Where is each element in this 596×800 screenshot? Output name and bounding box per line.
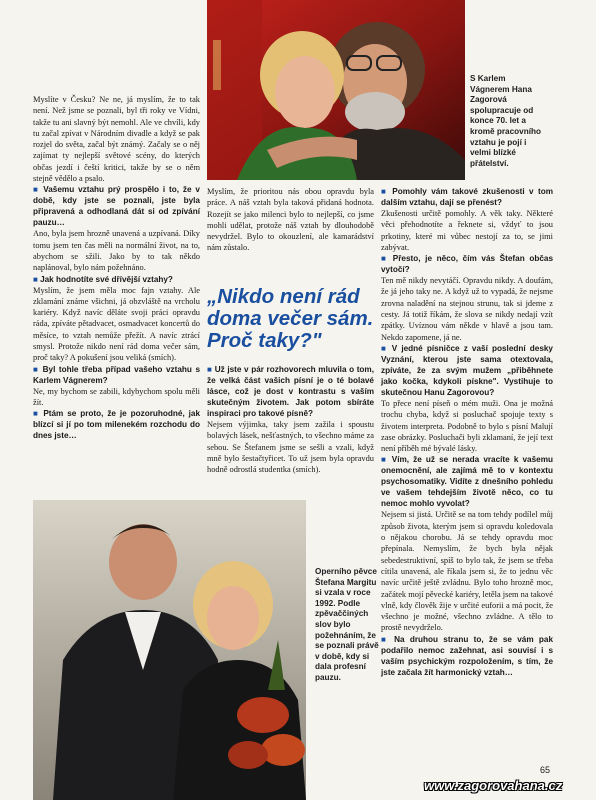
paragraph: Zkušenosti určitě pomohly. A věk taky. Některé věci přehodnotíte a řeknete si, vždyť to jsou prkotiny, které mi vůbec nestojí za to, se jimi zabývat. (381, 209, 553, 252)
paragraph: Nejsem si jistá. Určitě se na tom tehdy podílel můj způsob života, kterým jsem si opravdu koledovala o nějakou chorobu. Já se tehdy opravdu moc přepínala. Nemyslím, že bych byla nějak sebedestruktivní, spíš to bylo tak, že jsem se třeba cítila unavená, ale říkala jsem si, že to jednu věc navíc určitě ještě zvládnu. Bylo toho hrozně moc, začátek mojí pěvecké kariéry, letěla jsem na takové vlně, kdy člověk žije v určité euforii a má pocit, že všechno je možné, všechno zvládne. A tělo to prostě nevydrželo. (381, 510, 553, 633)
paragraph: Myslíte v Česku? Ne ne, já myslím, že to tak není. Než jsme se poznali, byl tři roky ve Vídni, takže tu ani slavný být nemohl. Ale ve chvíli, kdy tu začal zpívat v Národním divadle a když se pak rozjel do světa, začal být známý. Začaly se o něj zajímat ty nejlepší světové scény, do kterých občas jezdí i čeští kritici, takže by se o něm stejně vědělo a psalo. (33, 95, 200, 184)
question: ■ Už jste v pár rozhovorech mluvila o tom, že velká část vašich písní je o té bolavé lásce, což je dost v kontrastu s vaším skutečným životem. Jak potom sbíráte inspiraci pro takové písně? (207, 364, 374, 419)
text-column-3 (381, 186, 553, 678)
top-photo-caption: S Karlem Vágnerem Hana Zagorová spolupracuje od konce 70. let a kromě pracovního vztahu je pojí i velmi blízké přátelství. (470, 74, 541, 168)
question: ■ Na druhou stranu to, že se vám pak podařilo nemoc zažehnat, asi souvisí i s vaším psychickým rozpoložením, s tím, že jste začala žít harmonický vztah… (381, 634, 553, 678)
paragraph: Ten mě nikdy nevytáčí. Opravdu nikdy. A doufám, že já jeho taky ne. A když už to vypadá, že nejsme zrovna naladění na stejnou strunu, tak si jdeme z cesty. Já totiž říkám, že slova se nikdy nedají vzít zpátky. Uvíznou vám někde v hlavě a jsou tam. Nekdo zapomene, já ne. (381, 276, 553, 342)
question: ■ Vašemu vztahu prý prospělo i to, že v době, kdy jste se poznali, jste byla připravená a odhodlaná dát si od zpívání pauzu… (33, 184, 200, 228)
paragraph: Myslím, že jsem měla moc fajn vztahy. Ale zklamání známe všichni, já obzvláště na vrcholu kariéry. Když navíc děláte svoji práci opravdu ráda, zpíváte pětadvacet, osmadvacet koncertů do měsíce, to vztah nemůže přežít. A navíc ztrácí smysl. Protože nikdo není rád doma večer sám, proč taky? A pokušení jsou veliká (smích). (33, 285, 200, 363)
question: ■ Ptám se proto, že je pozoruhodné, jak blízcí si jí po tom milenekém rozchodu do dnes jste… (33, 408, 200, 441)
photo-image (33, 500, 306, 800)
photo-zagorova-vagner (207, 0, 465, 180)
text-column-2 (207, 186, 374, 254)
bottom-photo-caption: Operního pěvce Štefana Margitu si vzala v roce 1992. Podle zpěvaččiných slov bylo požehnáním, že se poznali právě v době, kdy si dala profesní pauzu. (315, 567, 379, 682)
paragraph: Ano, byla jsem hrozně unavená a uzpívaná. Díky tomu jsem ten čas měli na normální život, na to, abychom se sžili. Jako by to tak někdo naplánoval, bylo nám požehnáno. (33, 229, 200, 273)
paragraph: Ne, my bychom se zabili, kdybychom spolu měli žít. (33, 386, 200, 407)
question: ■ Pomohly vám takové zkušenosti v tom dalším vztahu, dají se přenést? (381, 186, 553, 208)
paragraph: Myslím, že prioritou nás obou opravdu byla práce. A náš vztah byla taková přidaná hodnota. Rozejít se jako milenci bylo to nejlepší, co jsme mohli udělat, protože náš vztah by dlouhodobě nevydržel. Bylo to okouzlení, ale kamarádství nám zůstalo. (207, 187, 374, 253)
page-number: 65 (540, 765, 551, 775)
question: ■ V jedné písničce z vaší poslední desky Vyznání, kterou jste sama otextovala, zpíváte, že za svým mužem „přiběhnete jako kočka, kdykoli pískne". Vystihuje to skutečnou Hanu Zagorovou? (381, 343, 553, 398)
text-column-1 (33, 94, 200, 441)
question: ■ Vím, že už se nerada vracíte k vašemu onemocnění, ale zajímá mě to v kontextu psychosomatiky. Vidíte z dnešního pohledu ve vašem tehdejším životě něco, co tu nemoc mohlo vyvolat? (381, 454, 553, 509)
question: ■ Jak hodnotíte své dřívější vztahy? (33, 274, 200, 285)
paragraph: Nejsem výjimka, taky jsem zažila i spoustu bolavých lásek, nešťastných, to všechno máme za sebou. Se Štefanem jsme se sešli a vzali, když mně bylo šestačtyřicet. To už jsem byla opravdu hodně odrostlá studentka (smích). (207, 420, 374, 475)
text-column-2-lower (207, 364, 374, 475)
question: ■ Byl tohle třeba případ vašeho vztahu s Karlem Vágnerem? (33, 364, 200, 386)
website-watermark: www.zagorovahana.cz (424, 778, 563, 793)
paragraph: To přece není píseň o mém muži. Ona je možná trochu chyba, když si posluchač spojuje texty s životem interpreta. Podobně to bylo s písní Malují zase obrázky. Posluchači byli zklamaní, že její text není příběh mé bývalé lásky. (381, 398, 553, 454)
pull-quote: „Nikdo není rád doma večer sám. Proč taky?" (207, 285, 374, 352)
question: ■ Přesto, je něco, čím vás Štefan občas vytočí? (381, 253, 553, 275)
photo-image (207, 0, 465, 180)
photo-zagorova-margita (33, 500, 306, 800)
